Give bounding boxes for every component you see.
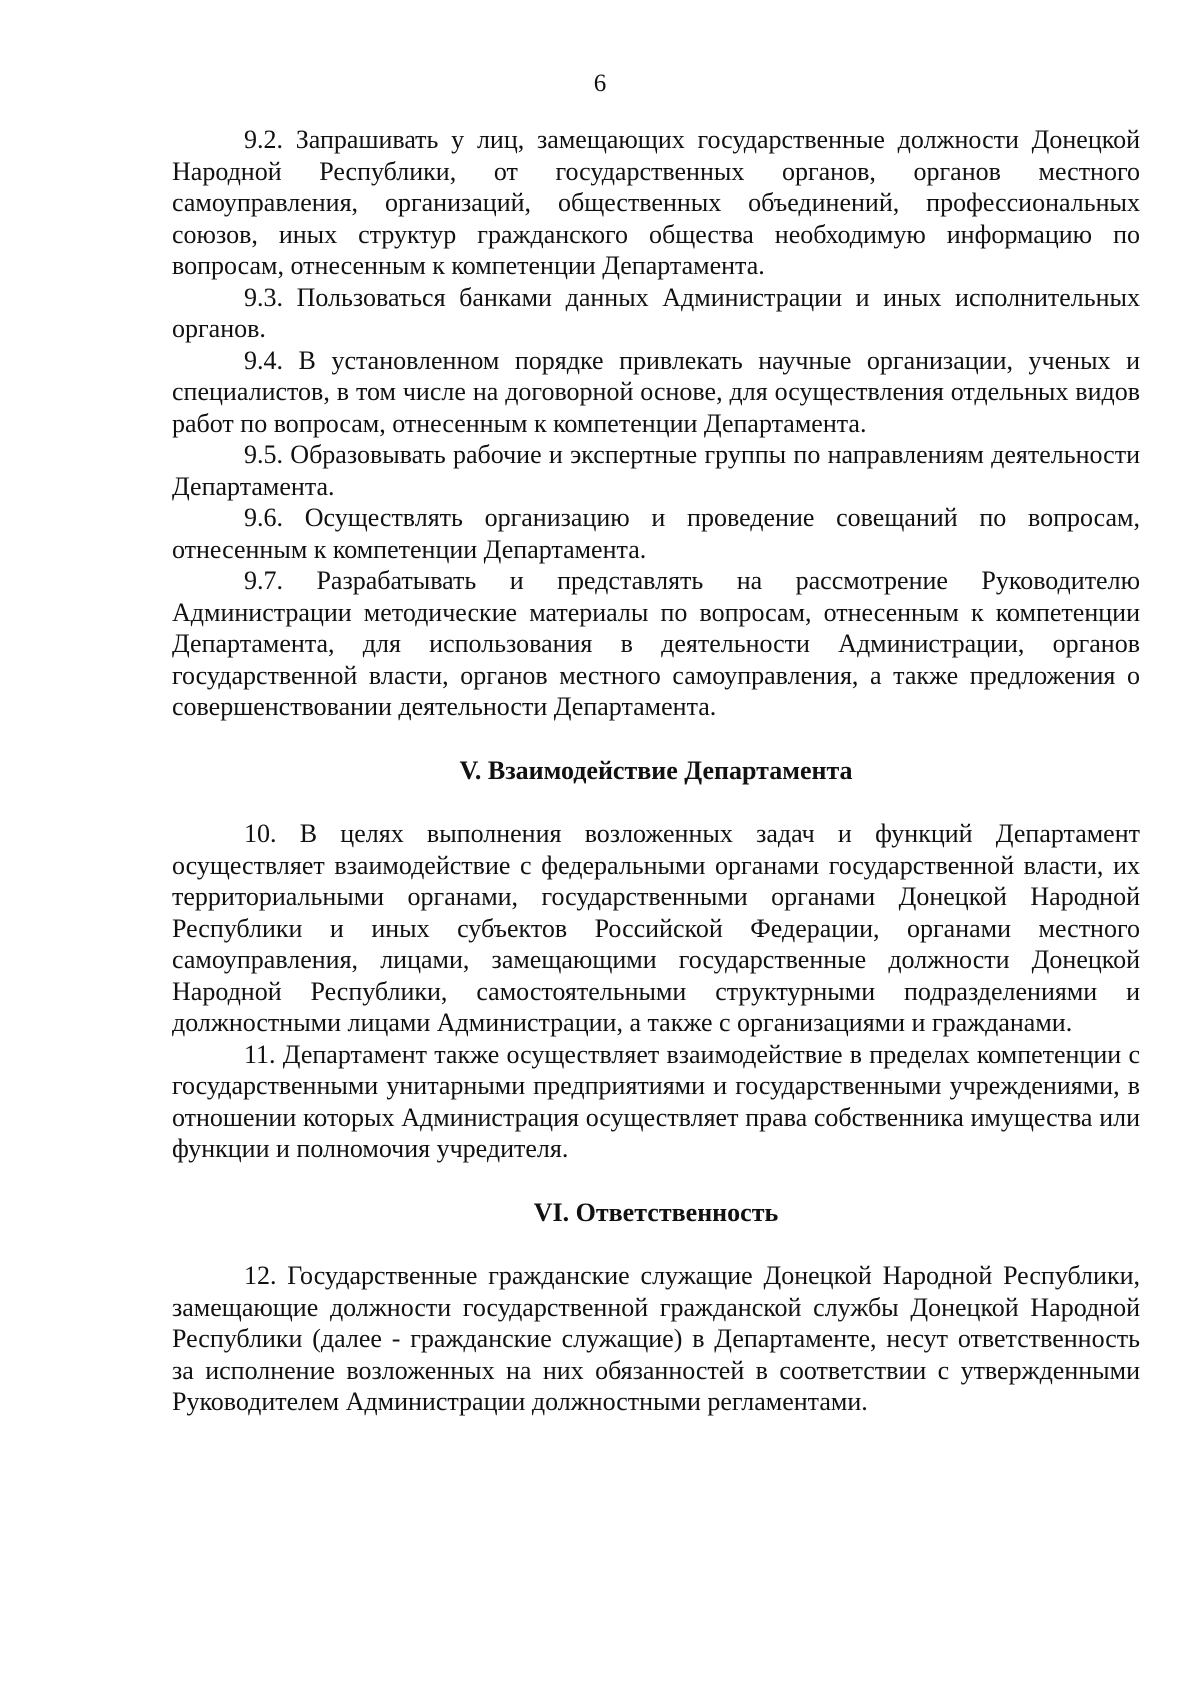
paragraph-9-2: 9.2. Запрашивать у лиц, замещающих государственные должности Донецкой Народной Республики, от государственных органов, органов местного самоуправления, организаций, общественных объединений, профессиональных союзов, иных структур гражданского общества необходимую информацию по вопросам, отнесенным к компетенции Департамента. [172,125,1140,280]
spacer [172,786,1140,818]
paragraph-9-5: 9.5. Образовывать рабочие и экспертные группы по направлениям деятельности Департамента. [172,440,1140,501]
paragraph-12: 12. Государственные гражданские служащие Донецкой Народной Республики, замещающие должности государственной гражданской службы Донецкой Народной Республики (далее - гражданские служащие) в Департаменте, несут ответственность за исполнение возложенных на них обязанностей в соответствии с утвержденными Руководителем Администрации должностными регламентами. [172,1261,1140,1416]
paragraph-9-3: 9.3. Пользоваться банками данных Администрации и иных исполнительных органов. [172,282,1140,343]
page-number: 6 [593,70,607,97]
paragraph-10: 10. В целях выполнения возложенных задач и функций Департамент осуществляет взаимодействие с федеральными органами государственной власти, их территориальными органами, государственными органами Донецкой Народной Республики и иных субъектов Российской Федерации, органами местного самоуправления, лицами, замещающими государственные должности Донецкой Народной Республики, самостоятельными структурными подразделениями и должностными лицами Администрации, а также с организациями и гражданами. [172,819,1140,1037]
paragraph-11: 11. Департамент также осуществляет взаимодействие в пределах компетенции с государственными унитарными предприятиями и государственными учреждениями, в отношении которых Администрация осуществляет права собственника имущества или функции и полномочия учредителя. [172,1039,1140,1163]
paragraph-9-6: 9.6. Осуществлять организацию и проведение совещаний по вопросам, отнесенным к компетенции Департамента. [172,503,1140,564]
section-title-v: V. Взаимодействие Департамента [459,755,853,785]
spacer [172,1228,1140,1260]
spacer [172,1165,1140,1197]
paragraph-9-4: 9.4. В установленном порядке привлекать научные организации, ученых и специалистов, в том числе на договорной основе, для осуществления отдельных видов работ по вопросам, отнесенным к компетенции Департамента. [172,345,1140,438]
paragraph-9-7: 9.7. Разрабатывать и представлять на рассмотрение Руководителю Администрации методические материалы по вопросам, отнесенным к компетенции Департамента, для использования в деятельности Администрации, органов государственной власти, органов местного самоуправления, а также предложения о совершенствовании деятельности Департамента. [172,566,1140,721]
document-body [172,124,1140,1418]
section-title-vi: VI. Ответственность [533,1197,779,1227]
spacer [172,723,1140,755]
